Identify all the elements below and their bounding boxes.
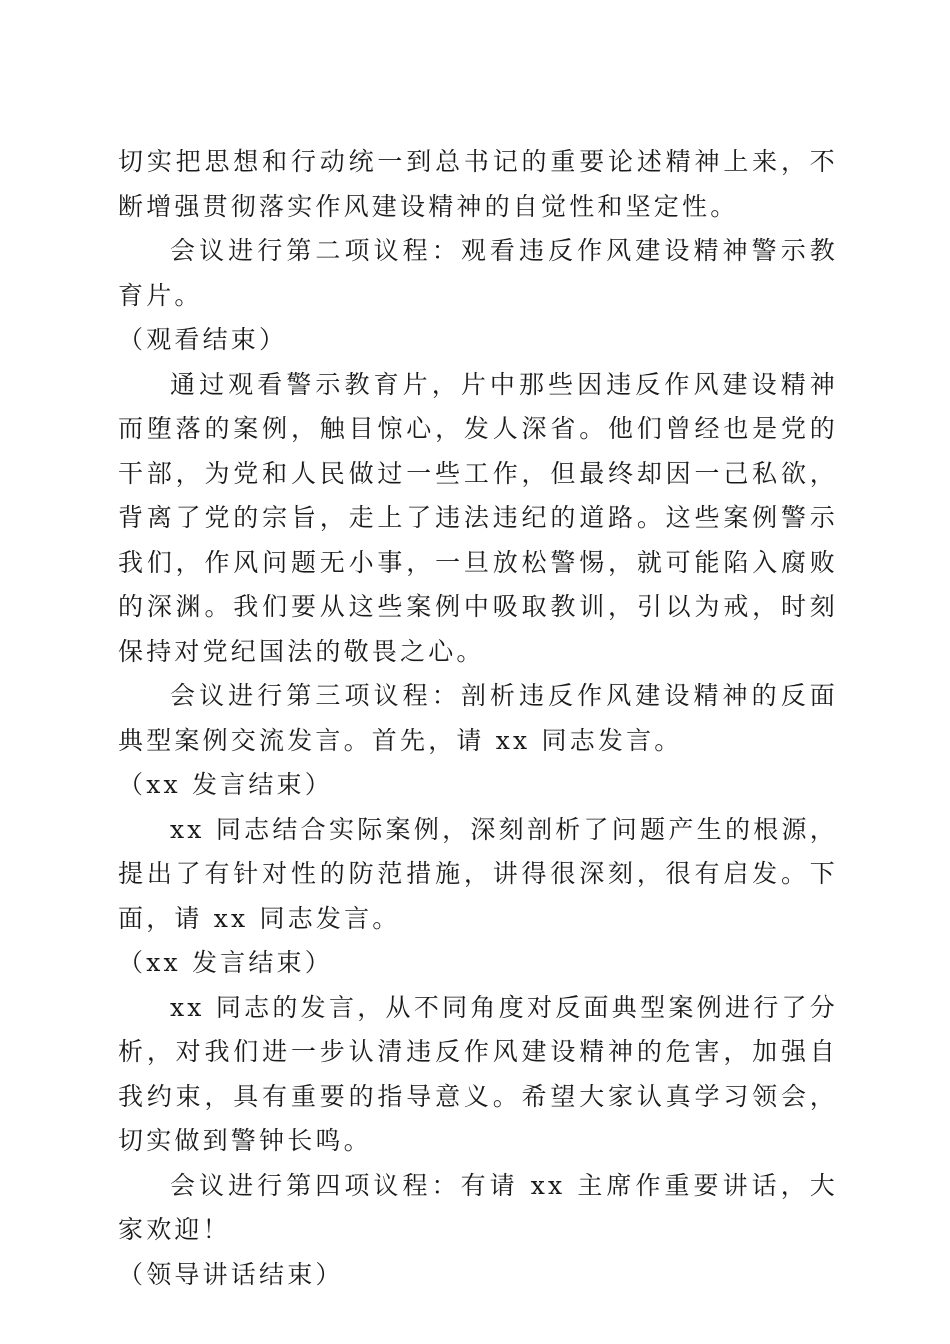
paragraph-warning-film-reflection: 通过观看警示教育片，片中那些因违反作风建设精神而堕落的案例，触目惊心，发人深省。他们曾经也是党的干部，为党和人民做过一些工作，但最终却因一己私欲，背离了党的宗旨，走上了违法违纪的道路。这些案例警示我们，作风问题无小事，一旦放松警惕，就可能陷入腐败的深渊。我们要从这些案例中吸取教训，引以为戒，时刻保持对党纪国法的敬畏之心。 xyxy=(118,369,838,666)
paragraph-continuation: 切实把思想和行动统一到总书记的重要论述精神上来，不断增强贯彻落实作风建设精神的自觉性和坚定性。 xyxy=(118,147,838,221)
agenda-item-four: 会议进行第四项议程：有请 xx 主席作重要讲话，大家欢迎！ xyxy=(118,1170,838,1244)
paragraph-speech-comment-2: xx 同志的发言，从不同角度对反面典型案例进行了分析，对我们进一步认清违反作风建设精神的危害，加强自我约束，具有重要的指导意义。希望大家认真学习领会，切实做到警钟长鸣。 xyxy=(118,992,838,1155)
stage-note-speech-end-1: （xx 发言结束） xyxy=(118,770,333,799)
stage-note-viewing-end: （观看结束） xyxy=(118,325,288,354)
document-body xyxy=(118,140,838,1297)
agenda-item-three: 会议进行第三项议程：剖析违反作风建设精神的反面典型案例交流发言。首先，请 xx 同志发言。 xyxy=(118,681,838,755)
agenda-item-two: 会议进行第二项议程：观看违反作风建设精神警示教育片。 xyxy=(118,236,838,310)
paragraph-speech-comment-1: xx 同志结合实际案例，深刻剖析了问题产生的根源，提出了有针对性的防范措施，讲得很深刻，很有启发。下面，请 xx 同志发言。 xyxy=(118,814,838,933)
stage-note-leader-speech-end: （领导讲话结束） xyxy=(118,1259,344,1289)
stage-note-speech-end-2: （xx 发言结束） xyxy=(118,948,333,977)
